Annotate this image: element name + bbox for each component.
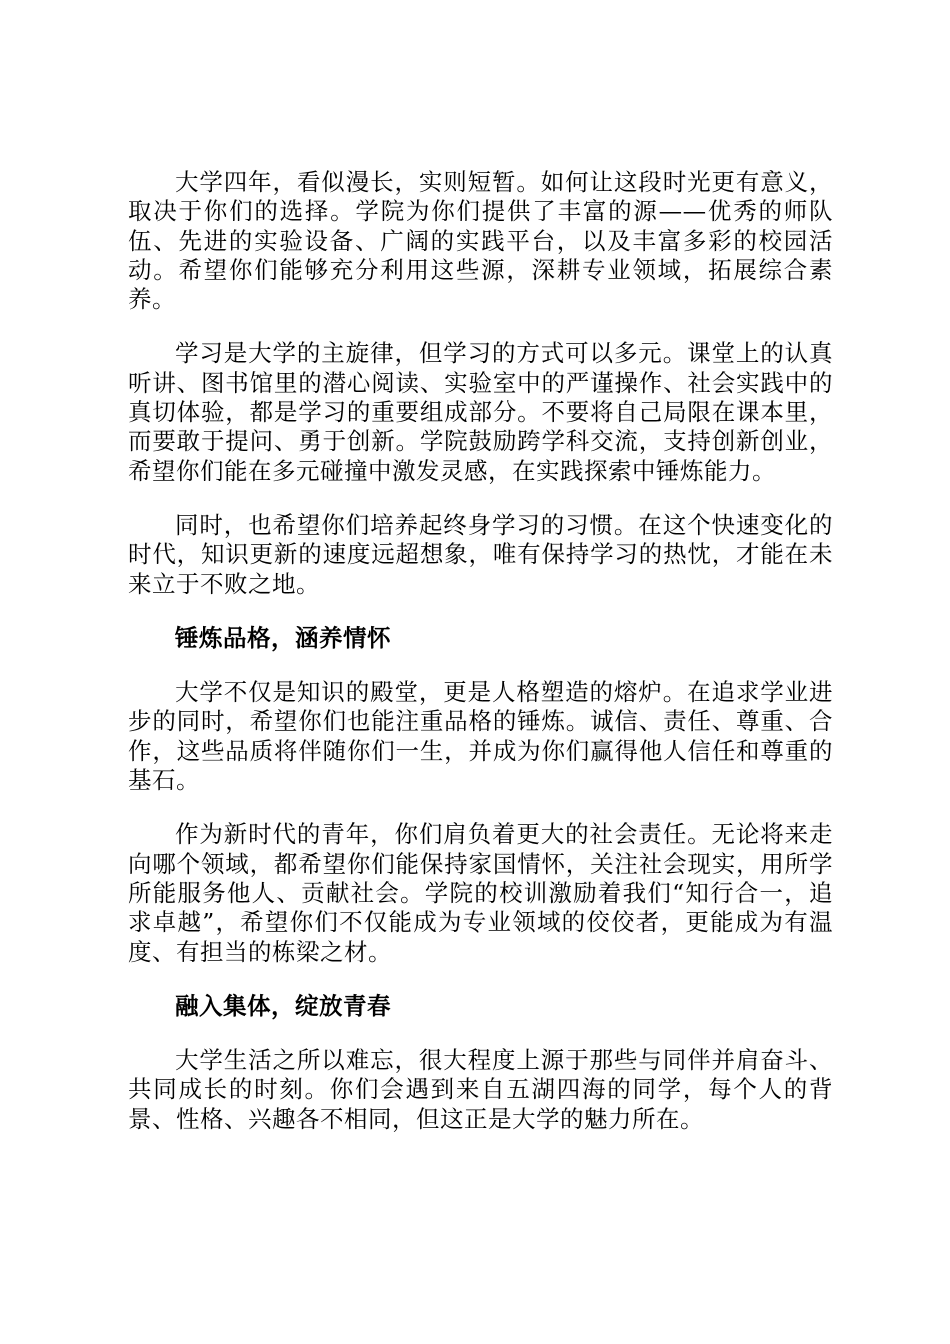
paragraph-5: 作为新时代的青年，你们肩负着更大的社会责任。无论将来走向哪个领域，都希望你们能保持家国情怀，关注社会现实，用所学所能服务他人、贡献社会。学院的校训激励着我们“知行合一，追求卓越”，希望你们不仅能成为专业领域的佼佼者，更能成为有温度、有担当的栋梁之材。 (128, 820, 833, 966)
section-heading-collective: 融入集体，绽放青春 (175, 991, 391, 1020)
paragraph-6: 大学生活之所以难忘，很大程度上源于那些与同伴并肩奋斗、共同成长的时刻。你们会遇到来自五湖四海的同学，每个人的背景、性格、兴趣各不相同，但这正是大学的魅力所在。 (128, 1046, 833, 1133)
section-heading-character: 锤炼品格，涵养情怀 (175, 623, 391, 652)
paragraph-3: 同时，也希望你们培养起终身学习的习惯。在这个快速变化的时代，知识更新的速度远超想象，唯有保持学习的热忱，才能在未来立于不败之地。 (128, 510, 833, 598)
document-body (128, 168, 833, 1159)
paragraph-1: 大学四年，看似漫长，实则短暂。如何让这段时光更有意义，取决于你们的选择。学院为你们提供了丰富的源——优秀的师队伍、先进的实验设备、广阔的实践平台，以及丰富多彩的校园活动。希望你们能够充分利用这些源，深耕专业领域，拓展综合素养。 (128, 168, 833, 314)
paragraph-2: 学习是大学的主旋律，但学习的方式可以多元。课堂上的认真听讲、图书馆里的潜心阅读、实验室中的严谨操作、社会实践中的真切体验，都是学习的重要组成部分。不要将自己局限在课本里，而要敢于提问、勇于创新。学院鼓励跨学科交流，支持创新创业，希望你们能在多元碰撞中激发灵感，在实践探索中锤炼能力。 (128, 339, 833, 485)
paragraph-4: 大学不仅是知识的殿堂，更是人格塑造的熔炉。在追求学业进步的同时，希望你们也能注重品格的锤炼。诚信、责任、尊重、合作，这些品质将伴随你们一生，并成为你们赢得他人信任和尊重的基石。 (128, 678, 833, 795)
